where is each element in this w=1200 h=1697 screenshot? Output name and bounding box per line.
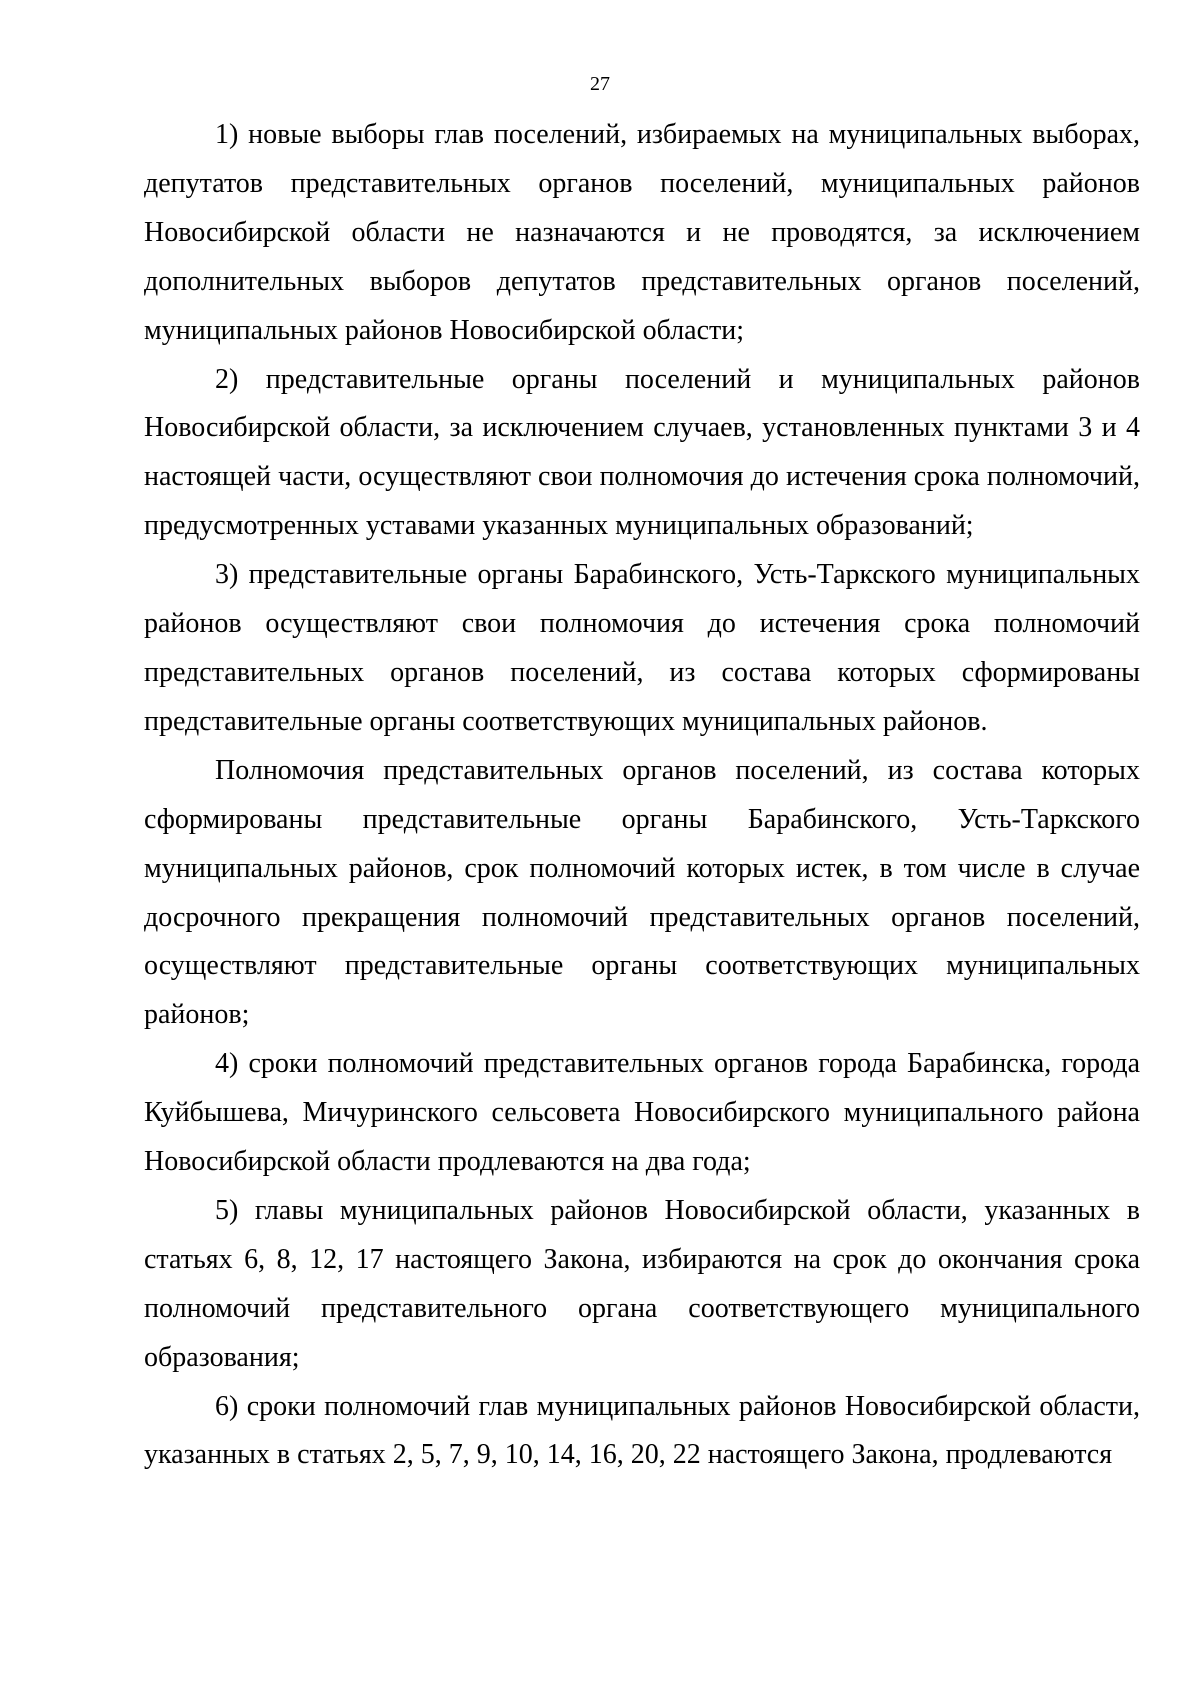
- paragraph-powers: Полномочия представительных органов поселений, из состава которых сформированы представительные органы Барабинского, Усть-Таркского муниципальных районов, срок полномочий которых истек, в том числе в случае досрочного прекращения полномочий представительных органов поселений, осуществляют представительные органы соответствующих муниципальных районов;: [144, 754, 1140, 1031]
- paragraph-item-5: 5) главы муниципальных районов Новосибирской области, указанных в статьях 6, 8, 12, 17 настоящего Закона, избираются на срок до окончания срока полномочий представительного органа соответствующего муниципального образования;: [144, 1194, 1140, 1373]
- paragraph-item-3: 3) представительные органы Барабинского, Усть-Таркского муниципальных районов осуществляют свои полномочия до истечения срока полномочий представительных органов поселений, из состава которых сформированы представительные органы соответствующих муниципальных районов.: [144, 559, 1140, 737]
- paragraph-item-1: 1) новые выборы глав поселений, избираемых на муниципальных выборах, депутатов представительных органов поселений, муниципальных районов Новосибирской области не назначаются и не проводятся, за исключением дополнительных выборов депутатов представительных органов поселений, муниципальных районов Новосибирской области;: [144, 119, 1140, 346]
- paragraph-item-4: 4) сроки полномочий представительных органов города Барабинска, города Куйбышева, Мичуринского сельсовета Новосибирского муниципального района Новосибирской области продлеваются на два года;: [144, 1048, 1140, 1178]
- paragraph-item-6: 6) сроки полномочий глав муниципальных районов Новосибирской области, указанных в статьях 2, 5, 7, 9, 10, 14, 16, 20, 22 настоящего Закона, продлеваются: [144, 1390, 1140, 1471]
- document-body: [144, 111, 1140, 1480]
- paragraph-item-2: 2) представительные органы поселений и муниципальных районов Новосибирской области, за исключением случаев, установленных пунктами 3 и 4 настоящей части, осуществляют свои полномочия до истечения срока полномочий, предусмотренных уставами указанных муниципальных образований;: [144, 363, 1140, 542]
- page-number: 27: [590, 73, 610, 95]
